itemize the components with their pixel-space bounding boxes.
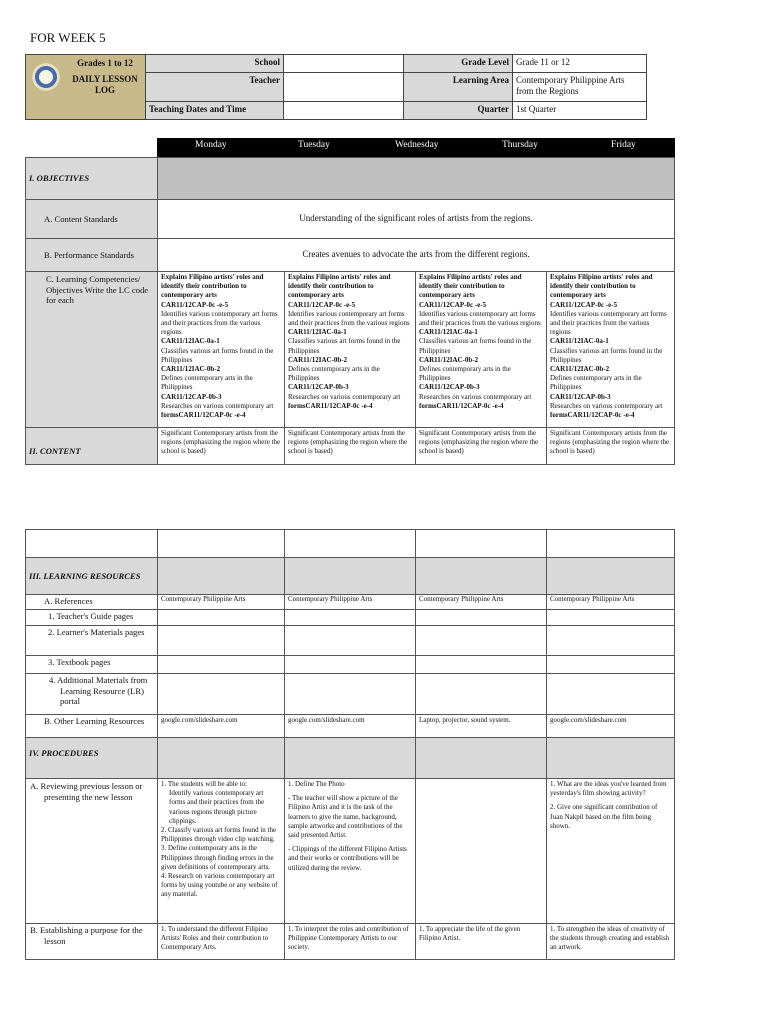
lc-item: Classifies various art forms found in the Philippines [419,337,532,355]
lc-code: CAR11/12CAP-0b-3 [419,383,480,392]
day-wednesday: Wednesday [395,140,439,150]
lc-item: Researches on various contemporary art [419,392,532,401]
header-fill [415,737,547,779]
blank-row [25,529,675,558]
content-standards-label: A. Content Standards [25,199,158,239]
lc-item: Classifies various art forms found in the Philippines [550,346,663,364]
content-tuesday: Significant Contemporary artists from the regions (emphasizing the region where the school is based) [284,427,416,465]
weekday-header-bar [157,138,675,157]
resources-procedures-table [25,529,675,960]
quarter-value: 1st Quarter [512,101,647,120]
week-title: FOR WEEK 5 [30,30,106,45]
objectives-heading: I. OBJECTIVES [25,157,158,200]
quarter-label: Quarter [403,101,513,120]
empty-cell [415,625,547,656]
day-friday: Friday [611,140,636,150]
review-item: 1. What are the ideas you've learned from yesterday's film showing activity? [550,780,667,798]
lc-code: formsCAR11/12CAP-0c -e-4 [288,401,373,410]
lc-item: Defines contemporary arts in the Philippines [550,374,642,392]
review-item: 1. The students will be able to: [161,780,247,788]
learning-competencies-label: C. Learning Competencies/ Objectives Write the LC code for each [25,271,158,428]
other-resources-row [25,714,675,738]
content-standards-text: Understanding of the significant roles of artists from the regions. [157,199,675,239]
procedures-row [25,737,675,779]
empty-cell [546,673,675,715]
lc-monday [157,271,285,428]
learning-area-value: Contemporary Philippine Arts from the Regions [512,72,647,102]
blank-cell [157,529,285,558]
lc-item: Classifies various art forms found in the Philippines [161,346,274,364]
review-item: - Clippings of the different Filipino Artists and their works or contributions will be utilized during the review. [288,845,407,872]
lc-wednesday [415,271,547,428]
empty-cell [157,655,285,674]
lc-code: CAR11/12IAC-0a-1 [161,337,220,346]
reviewing-lesson-label: A. Reviewing previous lesson or presenting the new lesson [25,778,158,924]
objectives-table [25,157,675,465]
objectives-row [25,157,675,200]
empty-cell [157,673,285,715]
blank-cell [546,529,675,558]
day-monday: Monday [195,140,227,150]
lc-item: Identifies various contemporary art forms and their practices from the various regions [288,309,410,328]
header-fill [157,557,285,595]
lc-code: CAR11/12IAC-0a-1 [288,328,347,337]
header-fill [284,737,416,779]
references-label: A. References [25,594,158,610]
lc-code: CAR11/12CAP-0b-3 [550,392,611,401]
establishing-purpose-row [25,923,675,960]
deped-logo-cell [25,54,146,120]
content-friday: Significant Contemporary artists from the regions (emphasizing the region where the school is based) [546,427,675,465]
day-thursday: Thursday [502,140,538,150]
lc-code: CAR11/12IAC-0a-1 [419,328,478,337]
empty-cell [284,673,416,715]
empty-cell [284,625,416,656]
lc-item: Defines contemporary arts in the Philippines [288,365,380,383]
other-resources-friday: google.com/slideshare.com [546,714,675,738]
empty-cell [415,673,547,715]
review-item: 2. Classify various art forms found in the Philippines through video clip watching. [161,826,277,844]
lc-item: Identifies various contemporary art forms and their practices from the various regions [419,309,541,328]
lc-thursday-friday [546,271,675,428]
lc-code: CAR11/12CAP-0c -e-5 [550,300,618,309]
lc-code: formsCAR11/12CAP-0c -e-4 [550,411,635,420]
reviewing-lesson-row [25,778,675,924]
lc-item: Identifies various contemporary art forms and their practices from the various regions [161,309,278,337]
establishing-purpose-label: B. Establishing a purpose for the lesson [25,923,158,960]
empty-cell [546,655,675,674]
other-resources-wednesday: Laptop, projector, sound system. [415,714,547,738]
purpose-monday: 1. To understand the different Filipino Artists' Roles and their contribution to Contemporary Arts. [157,923,285,960]
lc-item: Defines contemporary arts in the Philippines [161,374,253,392]
other-resources-tuesday: google.com/slideshare.com [284,714,416,738]
lc-code: formsCAR11/12CAP-0c -e-4 [161,411,246,420]
empty-cell [157,609,285,626]
lc-code: CAR11/12IAC-0b-2 [161,365,221,374]
lc-item: Explains Filipino artists' roles and identify their contribution to contemporary arts [161,273,264,300]
review-item: Identify various contemporary art forms and their practices from the various regions through picture clippings. [169,789,265,825]
content-standards-row [25,199,675,239]
day-tuesday: Tuesday [298,140,330,150]
grade-level-label: Grade Level [403,54,513,73]
grades-label: Grades 1 to 12 [77,58,133,68]
review-friday [546,778,675,924]
empty-cell [415,609,547,626]
lc-item: Explains Filipino artists' roles and identify their contribution to contemporary arts [550,273,653,300]
references-monday: Contemporary Philippine Arts [157,594,285,610]
references-friday: Contemporary Philippine Arts [546,594,675,610]
header-fill [415,557,547,595]
teacher-label: Teacher [145,72,284,102]
performance-standards-row [25,238,675,272]
learners-materials-label: 2. Learner's Materials pages [25,625,158,656]
teaching-dates-label: Teaching Dates and Time [145,101,284,120]
review-item: 1. Define The Photo [288,780,345,788]
empty-cell [284,655,416,674]
learning-competencies-row [25,271,675,428]
header-fill [284,557,416,595]
header-fill [157,737,285,779]
content-monday: Significant Contemporary artists from the regions (emphasizing the region where the school is based) [157,427,285,465]
lc-code: CAR11/12IAC-0b-2 [288,355,348,364]
other-resources-label: B. Other Learning Resources [25,714,158,738]
teachers-guide-label: 1. Teacher's Guide pages [25,609,158,626]
learning-resources-heading: III. LEARNING RESOURCES [25,557,158,595]
lc-code: CAR11/12CAP-0c -e-5 [288,300,356,309]
lc-item: Researches on various contemporary art [550,401,663,410]
blank-cell [415,529,547,558]
performance-standards-label: B. Performance Standards [25,238,158,272]
lc-item: Explains Filipino artists' roles and identify their contribution to contemporary arts [419,273,522,300]
lc-item: Researches on various contemporary art [161,401,274,410]
lc-code: CAR11/12CAP-0c -e-5 [161,300,229,309]
additional-materials-row [25,673,675,715]
references-row [25,594,675,610]
lc-code: CAR11/12IAC-0b-2 [419,355,479,364]
lc-item: Researches on various contemporary art [288,392,401,401]
empty-cell [546,625,675,656]
daily-lesson-log-label: DAILY LESSON LOG [72,74,138,95]
lc-item: Explains Filipino artists' roles and identify their contribution to contemporary arts [288,273,391,300]
deped-seal-icon [32,63,60,91]
empty-cell [546,609,675,626]
school-label: School [145,54,284,73]
review-item: - The teacher will show a picture of the Filipino Artist and it is the task of the learners to give the name, background, sample artworks and contributions of the said presented Artist. [288,794,403,840]
lc-item: Classifies various art forms found in the Philippines [288,337,401,355]
review-item: 4. Research on various contemporary art forms by using youtube or any website of any material. [161,872,278,899]
textbook-row [25,655,675,674]
textbook-label: 3. Textbook pages [25,655,158,674]
review-wednesday [415,778,547,924]
procedures-heading: IV. PROCEDURES [25,737,158,779]
review-item: 2. Give one significant contribution of Juan Nakpil based on the film being shown. [550,803,658,830]
lc-code: formsCAR11/12CAP-0c -e-4 [419,401,504,410]
review-item: 3. Define contemporary arts in the Philippines through finding errors in the given definitions of contemporary arts. [161,844,274,871]
performance-standards-text: Creates avenues to advocate the arts from the different regions. [157,238,675,272]
references-wednesday: Contemporary Philippine Arts [415,594,547,610]
header-fill [546,737,675,779]
header-fill [546,557,675,595]
additional-materials-label: 4. Additional Materials from Learning Resource (LR) portal [25,673,158,715]
content-wednesday: Significant Contemporary artists from the regions (emphasizing the region where the school is based) [415,427,547,465]
lc-tuesday [284,271,416,428]
learning-resources-row [25,557,675,595]
purpose-friday: 1. To strengthen the ideas of creativity of the students through creating and establish an artwork. [546,923,675,960]
purpose-wednesday: 1. To appreciate the life of the given Filipino Artist. [415,923,547,960]
lc-item: Defines contemporary arts in the Philippines [419,365,511,383]
lc-code: CAR11/12CAP-0b-3 [161,392,222,401]
objectives-header-fill [157,157,675,200]
purpose-tuesday: 1. To interpret the roles and contribution of Philippine Contemporary Artists to our society. [284,923,416,960]
content-row [25,427,675,465]
lc-code: CAR11/12IAC-0a-1 [550,337,609,346]
lc-code: CAR11/12CAP-0b-3 [288,383,349,392]
blank-cell [25,529,158,558]
blank-cell [284,529,416,558]
learning-area-label: Learning Area [403,72,513,102]
learners-materials-row [25,625,675,656]
empty-cell [415,655,547,674]
lesson-log-header [25,54,647,120]
review-monday [157,778,285,924]
grade-level-value: Grade 11 or 12 [512,54,647,73]
lc-code: CAR11/12IAC-0b-2 [550,365,610,374]
other-resources-monday: google.com/slideshare.com [157,714,285,738]
lc-item: Identifies various contemporary art forms and their practices from the various regions [550,309,667,337]
lc-code: CAR11/12CAP-0c -e-5 [419,300,487,309]
content-heading: II. CONTENT [25,427,158,465]
empty-cell [284,609,416,626]
review-tuesday [284,778,416,924]
references-tuesday: Contemporary Philippine Arts [284,594,416,610]
empty-cell [157,625,285,656]
teachers-guide-row [25,609,675,626]
